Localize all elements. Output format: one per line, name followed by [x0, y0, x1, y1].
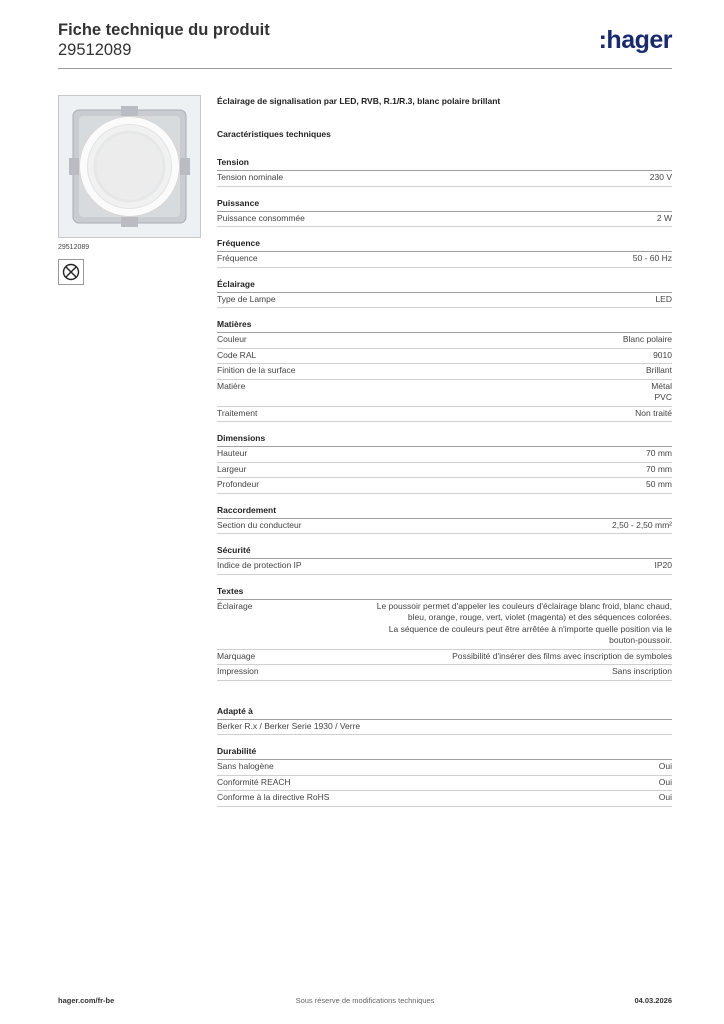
spec-label: Finition de la surface	[217, 365, 296, 375]
spec-label: Profondeur	[217, 479, 260, 489]
spec-value: 230 V	[649, 172, 672, 182]
spec-value: Non traité	[635, 407, 672, 418]
spec-label: Éclairage	[217, 600, 253, 611]
spec-row	[217, 650, 672, 666]
spec-label: Indice de protection IP	[217, 560, 302, 570]
image-caption: 29512089	[58, 244, 90, 251]
group-title: Puissance	[217, 198, 672, 212]
spec-value: IP20	[654, 560, 672, 570]
section-heading: Caractéristiques techniques	[217, 129, 331, 139]
group-title: Raccordement	[217, 505, 672, 519]
spec-group	[217, 505, 672, 535]
spec-value: 50 mm	[646, 479, 672, 489]
spec-label: Fréquence	[217, 253, 258, 263]
spec-value-line: bouton-poussoir.	[609, 635, 672, 645]
spec-row	[217, 519, 672, 535]
product-image	[58, 95, 201, 238]
spec-group-adapte	[217, 706, 672, 736]
group-title: Fréquence	[217, 238, 672, 252]
spec-group	[217, 279, 672, 309]
spec-group	[217, 238, 672, 268]
spec-group	[217, 198, 672, 228]
group-title: Matières	[217, 319, 672, 333]
header-divider	[58, 68, 672, 69]
spec-value: Oui	[658, 792, 672, 802]
spec-value-line: Métal	[651, 380, 672, 391]
spec-value: 70 mm	[646, 448, 672, 458]
spec-label: Tension nominale	[217, 172, 284, 182]
product-number: 29512089	[58, 41, 132, 59]
spec-row	[217, 364, 672, 380]
spec-group-durabilite	[217, 746, 672, 807]
spec-label: Code RAL	[217, 349, 257, 360]
footer-website: hager.com/fr-be	[58, 996, 115, 1005]
group-title: Sécurité	[217, 545, 672, 559]
spec-row	[217, 559, 672, 575]
specifications	[217, 95, 672, 818]
document-title: Fiche technique du produit	[58, 21, 270, 39]
spec-group	[217, 157, 672, 187]
spec-value: Brillant	[646, 365, 672, 375]
spec-group	[217, 433, 672, 494]
spec-value: 2,50 - 2,50 mm²	[612, 519, 672, 530]
group-title: Durabilité	[217, 746, 672, 760]
spec-label: Sans halogène	[217, 761, 274, 771]
spec-row	[217, 212, 672, 228]
spec-value	[651, 381, 672, 404]
hager-logo: :hager	[598, 26, 672, 54]
spec-label: Largeur	[217, 463, 247, 474]
spec-row	[217, 171, 672, 187]
spec-value: Blanc polaire	[622, 334, 672, 344]
spec-groups	[217, 157, 672, 681]
spec-value: 70 mm	[646, 463, 672, 474]
spec-group	[217, 586, 672, 681]
spec-row	[217, 665, 672, 681]
footer-disclaimer: Sous réserve de modifications techniques	[295, 996, 435, 1005]
spec-label: Impression	[217, 666, 259, 676]
group-title: Adapté à	[217, 706, 672, 720]
spec-label: Conforme à la directive RoHS	[217, 792, 330, 802]
spec-label: Matière	[217, 380, 246, 391]
spec-group	[217, 545, 672, 575]
spec-value: 50 - 60 Hz	[632, 253, 672, 263]
spec-label: Traitement	[217, 407, 258, 418]
spec-row	[217, 600, 672, 650]
spec-label: Conformité REACH	[217, 776, 291, 787]
page-header	[58, 20, 672, 70]
spec-row	[217, 252, 672, 268]
group-title: Tension	[217, 157, 672, 171]
product-photo-icon	[59, 96, 200, 237]
spec-label: Type de Lampe	[217, 293, 276, 304]
spec-value-line: La séquence de couleurs peut être arrêtée à n'importe quelle position via le	[388, 623, 672, 634]
spec-row	[217, 447, 672, 463]
product-description: Éclairage de signalisation par LED, RVB, R.1/R.3, blanc polaire brillant	[217, 96, 501, 106]
spec-row	[217, 333, 672, 349]
spec-value: Oui	[658, 761, 672, 771]
compatibility-text: Berker R.x / Berker Serie 1930 / Verre	[217, 720, 361, 731]
spec-value: 2 W	[656, 212, 672, 223]
spec-group	[217, 319, 672, 422]
group-title: Textes	[217, 586, 672, 600]
spec-value	[377, 601, 672, 647]
group-title: Éclairage	[217, 279, 672, 293]
group-title: Dimensions	[217, 433, 672, 447]
spec-row	[217, 349, 672, 365]
spec-label: Section du conducteur	[217, 519, 302, 530]
spec-row	[217, 293, 672, 309]
spec-value-line: Le poussoir permet d'appeler les couleurs d'éclairage blanc froid, blanc chaud,	[376, 600, 672, 611]
spec-value-line: bleu, orange, rouge, vert, violet (magenta) et des séquences colorées.	[407, 612, 672, 622]
spec-row	[217, 407, 672, 423]
spec-value: Sans inscription	[611, 666, 672, 676]
spec-row	[217, 791, 672, 807]
spec-value: 9010	[653, 349, 672, 360]
lamp-symbol-icon	[58, 259, 84, 285]
spec-row	[217, 463, 672, 479]
spec-row	[217, 380, 672, 407]
spec-value-line: PVC	[654, 392, 672, 402]
spec-value: Possibilité d'insérer des films avec inscription de symboles	[452, 650, 672, 661]
product-visual-column	[58, 95, 201, 285]
spec-row	[217, 720, 672, 736]
spec-row	[217, 776, 672, 792]
spec-label: Couleur	[217, 334, 247, 344]
spec-row	[217, 760, 672, 776]
footer-date: 04.03.2026	[634, 996, 672, 1005]
spec-label: Hauteur	[217, 448, 248, 458]
spec-row	[217, 478, 672, 494]
spec-label: Puissance consommée	[217, 212, 305, 223]
spec-label: Marquage	[217, 650, 256, 661]
spec-value: Oui	[658, 776, 672, 787]
spec-value: LED	[655, 293, 672, 304]
